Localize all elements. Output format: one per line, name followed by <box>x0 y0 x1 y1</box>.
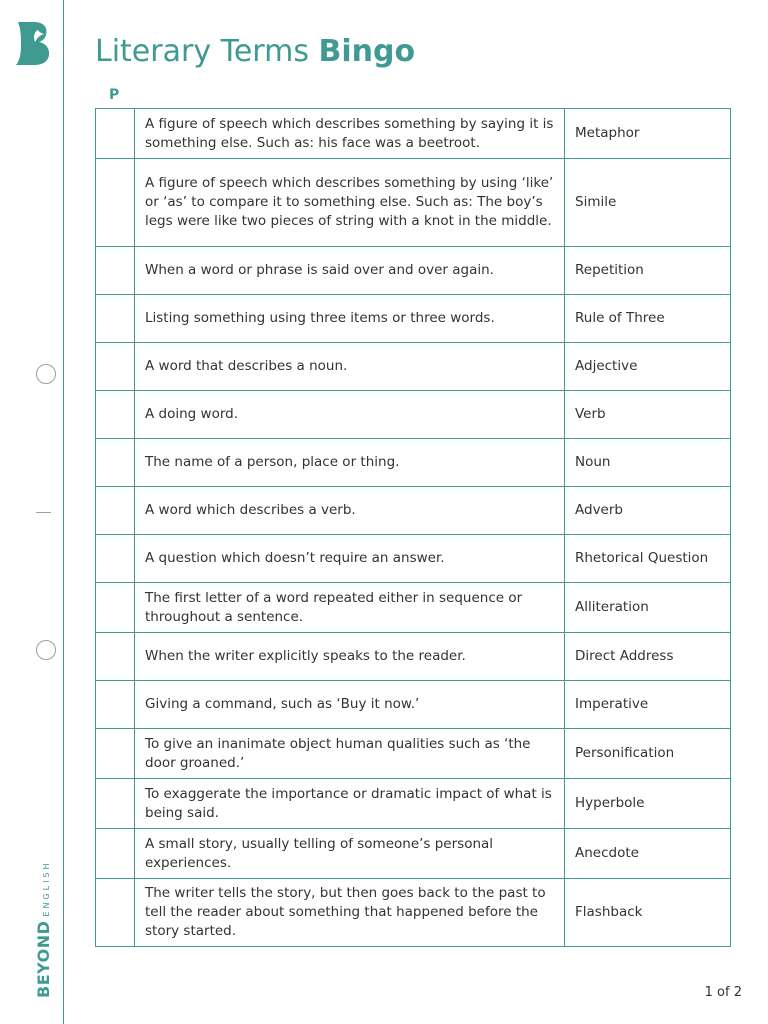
bingo-table <box>95 108 731 947</box>
table-row <box>96 295 731 343</box>
term-cell: Adjective <box>565 343 731 391</box>
term-cell: Metaphor <box>565 109 731 159</box>
answer-box[interactable] <box>96 729 135 779</box>
definition-cell: The first letter of a word repeated either in sequence or throughout a sentence. <box>135 583 565 633</box>
table-row <box>96 109 731 159</box>
definition-cell: A question which doesn’t require an answer. <box>135 535 565 583</box>
answer-box[interactable] <box>96 159 135 247</box>
answer-box[interactable] <box>96 343 135 391</box>
definition-cell: A doing word. <box>135 391 565 439</box>
definition-cell: To give an inanimate object human qualities such as ‘the door groaned.’ <box>135 729 565 779</box>
fold-mark <box>36 512 51 513</box>
table-row <box>96 391 731 439</box>
definition-cell: A word that describes a noun. <box>135 343 565 391</box>
term-cell: Rhetorical Question <box>565 535 731 583</box>
definition-cell: A figure of speech which describes something by saying it is something else. Such as: his face was a beetroot. <box>135 109 565 159</box>
definition-cell: A word which describes a verb. <box>135 487 565 535</box>
title-light: Literary Terms <box>95 34 309 69</box>
table-row <box>96 159 731 247</box>
table-row <box>96 535 731 583</box>
definition-cell: Giving a command, such as ‘Buy it now.’ <box>135 681 565 729</box>
answer-box[interactable] <box>96 779 135 829</box>
term-cell: Flashback <box>565 879 731 947</box>
term-cell: Anecdote <box>565 829 731 879</box>
term-cell: Personification <box>565 729 731 779</box>
answer-box[interactable] <box>96 109 135 159</box>
answer-box[interactable] <box>96 439 135 487</box>
brand-main: BEYOND <box>34 920 53 998</box>
definition-cell: The writer tells the story, but then goes back to the past to tell the reader about something that happened before the story started. <box>135 879 565 947</box>
beyond-logo-icon <box>14 20 52 66</box>
term-cell: Direct Address <box>565 633 731 681</box>
definition-cell: Listing something using three items or three words. <box>135 295 565 343</box>
punch-hole-bottom <box>36 640 56 660</box>
definition-cell: To exaggerate the importance or dramatic impact of what is being said. <box>135 779 565 829</box>
brand-sub: ENGLISH <box>42 860 51 917</box>
definition-cell: A small story, usually telling of someone’s personal experiences. <box>135 829 565 879</box>
term-cell: Repetition <box>565 247 731 295</box>
answer-box[interactable] <box>96 487 135 535</box>
table-row <box>96 439 731 487</box>
term-cell: Imperative <box>565 681 731 729</box>
answer-box[interactable] <box>96 535 135 583</box>
definition-cell: A figure of speech which describes something by using ‘like’ or ‘as’ to compare it to something else. Such as: The boy’s legs were like two pieces of string with a knot in the middle. <box>135 159 565 247</box>
definition-cell: When a word or phrase is said over and over again. <box>135 247 565 295</box>
table-row <box>96 633 731 681</box>
table-row <box>96 487 731 535</box>
table-row <box>96 247 731 295</box>
answer-box[interactable] <box>96 583 135 633</box>
margin-line <box>63 0 64 1024</box>
table-row <box>96 681 731 729</box>
table-row <box>96 729 731 779</box>
table-row <box>96 343 731 391</box>
brand-wordmark <box>34 860 53 998</box>
answer-box[interactable] <box>96 829 135 879</box>
answer-box[interactable] <box>96 879 135 947</box>
definition-cell: When the writer explicitly speaks to the reader. <box>135 633 565 681</box>
term-cell: Hyperbole <box>565 779 731 829</box>
table-row <box>96 779 731 829</box>
term-cell: Simile <box>565 159 731 247</box>
term-cell: Rule of Three <box>565 295 731 343</box>
term-cell: Noun <box>565 439 731 487</box>
answer-box[interactable] <box>96 681 135 729</box>
answer-box[interactable] <box>96 247 135 295</box>
column-letter: P <box>109 87 120 103</box>
page-title <box>95 34 415 69</box>
answer-box[interactable] <box>96 295 135 343</box>
title-bold: Bingo <box>318 34 416 69</box>
term-cell: Adverb <box>565 487 731 535</box>
table-row <box>96 583 731 633</box>
page-number: 1 of 2 <box>704 985 742 1000</box>
table-row <box>96 829 731 879</box>
term-cell: Verb <box>565 391 731 439</box>
answer-box[interactable] <box>96 633 135 681</box>
definition-cell: The name of a person, place or thing. <box>135 439 565 487</box>
table-row <box>96 879 731 947</box>
answer-box[interactable] <box>96 391 135 439</box>
term-cell: Alliteration <box>565 583 731 633</box>
punch-hole-top <box>36 364 56 384</box>
